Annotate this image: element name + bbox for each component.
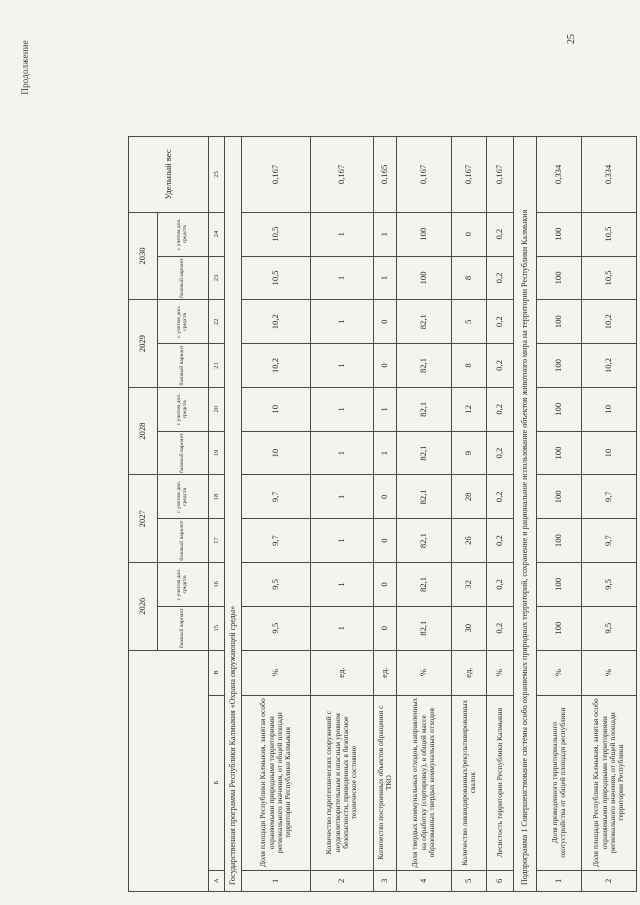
value-cell: 9,5 (242, 563, 311, 607)
column-number: 15 (209, 606, 225, 650)
table-row (487, 137, 514, 892)
row-number: 1 (242, 870, 311, 891)
value-cell: 100 (537, 563, 582, 607)
value-cell: 82,1 (397, 563, 452, 607)
value-cell: 82,1 (397, 519, 452, 563)
weight-cell: 0,167 (311, 137, 374, 213)
table-row (374, 137, 397, 892)
column-number: 24 (209, 212, 225, 256)
value-cell: 0,2 (487, 344, 514, 388)
value-cell: 100 (397, 212, 452, 256)
table-row (582, 137, 637, 892)
value-cell: 12 (452, 387, 487, 431)
value-cell: 1 (374, 256, 397, 300)
column-number: 23 (209, 256, 225, 300)
value-cell: 8 (452, 344, 487, 388)
base-variant-header: базовый вариант (158, 256, 209, 300)
weight-cell: 0,167 (452, 137, 487, 213)
value-cell: 1 (311, 606, 374, 650)
value-cell: 100 (537, 344, 582, 388)
section-state-program-title: Государственная программа Республики Калмыкия «Охрана окружающей среды» (225, 137, 242, 892)
value-cell: 10,5 (582, 256, 637, 300)
section-subprogram-1 (514, 137, 537, 892)
column-number: 21 (209, 344, 225, 388)
table-row (452, 137, 487, 892)
indicator-name: Количество ликвидированных/рекультивированных свалок (452, 695, 487, 870)
rotated-table-container (128, 136, 626, 892)
value-cell: 0 (374, 606, 397, 650)
value-cell: 100 (537, 606, 582, 650)
base-variant-header: базовый вариант (158, 606, 209, 650)
value-cell: 0,2 (487, 563, 514, 607)
column-number: 19 (209, 431, 225, 475)
value-cell: 0 (374, 300, 397, 344)
value-cell: 100 (537, 256, 582, 300)
table-row (311, 137, 374, 892)
value-cell: 9 (452, 431, 487, 475)
indicator-name: Доля проведенного территориального охотустройства от общей площади республики (537, 695, 582, 870)
value-cell: 1 (311, 212, 374, 256)
value-cell: 9,7 (242, 475, 311, 519)
unit-cell: % (242, 650, 311, 695)
column-number: 22 (209, 300, 225, 344)
value-cell: 9,7 (582, 475, 637, 519)
value-cell: 100 (537, 300, 582, 344)
base-variant-header: базовый вариант (158, 519, 209, 563)
value-cell: 0 (374, 344, 397, 388)
value-cell: 10,2 (242, 300, 311, 344)
value-cell: 82,1 (397, 387, 452, 431)
extra-funds-header: с учетом доп. средств (158, 212, 209, 256)
unit-cell: % (397, 650, 452, 695)
value-cell: 10,5 (242, 212, 311, 256)
year-header: 2028 (129, 387, 158, 475)
value-cell: 82,1 (397, 475, 452, 519)
column-number: 20 (209, 387, 225, 431)
year-header: 2026 (129, 563, 158, 651)
row-number: 1 (537, 870, 582, 891)
value-cell: 1 (311, 387, 374, 431)
value-cell: 9,5 (582, 606, 637, 650)
indicator-name: Доля площади Республики Калмыкия, занятая особо охраняемыми природными территориями регионального значения, от общей площади территории Республики (582, 695, 637, 870)
value-cell: 1 (374, 212, 397, 256)
value-cell: 26 (452, 519, 487, 563)
value-cell: 28 (452, 475, 487, 519)
value-cell: 100 (537, 387, 582, 431)
row-number: 4 (397, 870, 452, 891)
value-cell: 1 (311, 431, 374, 475)
unit-cell: ед. (374, 650, 397, 695)
year-header: 2029 (129, 300, 158, 388)
row-number: 2 (582, 870, 637, 891)
year-header: 2027 (129, 475, 158, 563)
indicator-name: Доля площади Республики Калмыкия, занятая особо охраняемыми природными территориями регионального значения, от общей площади территории Республики Калмыкия (242, 695, 311, 870)
unit-cell: ед. (452, 650, 487, 695)
value-cell: 10,5 (582, 212, 637, 256)
weight-cell: 0,165 (374, 137, 397, 213)
value-cell: 100 (537, 212, 582, 256)
value-cell: 0,2 (487, 300, 514, 344)
unit-cell: % (537, 650, 582, 695)
unit-cell: % (487, 650, 514, 695)
weight-cell: 0,334 (582, 137, 637, 213)
value-cell: 10 (582, 387, 637, 431)
base-variant-header: базовый вариант (158, 344, 209, 388)
base-variant-header: базовый вариант (158, 431, 209, 475)
extra-funds-header: с учетом доп. средств (158, 300, 209, 344)
value-cell: 0 (452, 212, 487, 256)
header-row-years (129, 137, 158, 892)
corner-cell (129, 650, 209, 891)
section-state-program (225, 137, 242, 892)
value-cell: 0 (374, 475, 397, 519)
value-cell: 32 (452, 563, 487, 607)
table-row (397, 137, 452, 892)
value-cell: 9,7 (582, 519, 637, 563)
value-cell: 1 (311, 256, 374, 300)
value-cell: 5 (452, 300, 487, 344)
row-number: 3 (374, 870, 397, 891)
value-cell: 100 (537, 475, 582, 519)
indicators-table (128, 136, 637, 892)
value-cell: 0,2 (487, 387, 514, 431)
column-letter: В (209, 650, 225, 695)
column-number: 18 (209, 475, 225, 519)
value-cell: 82,1 (397, 300, 452, 344)
value-cell: 0,2 (487, 519, 514, 563)
value-cell: 1 (311, 300, 374, 344)
weight-header: Удельный вес (129, 137, 209, 213)
year-header: 2030 (129, 212, 158, 300)
value-cell: 9,5 (242, 606, 311, 650)
unit-cell: % (582, 650, 637, 695)
value-cell: 0,2 (487, 431, 514, 475)
table-row (537, 137, 582, 892)
weight-cell: 0,334 (537, 137, 582, 213)
indicator-name: Лесистость территории Республики Калмыкия (487, 695, 514, 870)
value-cell: 10 (242, 431, 311, 475)
value-cell: 82,1 (397, 431, 452, 475)
column-number: 16 (209, 563, 225, 607)
value-cell: 10,2 (242, 344, 311, 388)
value-cell: 9,5 (582, 563, 637, 607)
row-number: 5 (452, 870, 487, 891)
value-cell: 0,2 (487, 475, 514, 519)
value-cell: 9,7 (242, 519, 311, 563)
column-letter: Б (209, 695, 225, 870)
section-subprogram-1-title: Подпрограмма 1 Совершенствование системы особо охраняемых природных территорий, сохранение и рациональное использование объектов животного мира на территории Республики Калмыкия (514, 137, 537, 892)
table-row (242, 137, 311, 892)
weight-cell: 0,167 (487, 137, 514, 213)
value-cell: 82,1 (397, 606, 452, 650)
value-cell: 0,2 (487, 606, 514, 650)
indicator-name: Доля твердых коммунальных отходов, направленных на обработку (сортировку), в общей массе образованных твердых коммунальных отходов (397, 695, 452, 870)
value-cell: 10 (242, 387, 311, 431)
value-cell: 100 (397, 256, 452, 300)
value-cell: 1 (311, 475, 374, 519)
value-cell: 1 (311, 563, 374, 607)
column-number: 17 (209, 519, 225, 563)
indicator-name: Количество гидротехнических сооружений с неудовлетворительным и опасным уровнем безопасности, приведенных в безопасное техническое состояние (311, 695, 374, 870)
row-number: 2 (311, 870, 374, 891)
value-cell: 10,2 (582, 344, 637, 388)
weight-cell: 0,167 (397, 137, 452, 213)
value-cell: 100 (537, 519, 582, 563)
value-cell: 0 (374, 563, 397, 607)
unit-cell: ед. (311, 650, 374, 695)
value-cell: 1 (311, 344, 374, 388)
value-cell: 8 (452, 256, 487, 300)
extra-funds-header: с учетом доп. средств (158, 563, 209, 607)
value-cell: 1 (311, 519, 374, 563)
weight-cell: 0,167 (242, 137, 311, 213)
value-cell: 0,2 (487, 256, 514, 300)
extra-funds-header: с учетом доп. средств (158, 475, 209, 519)
value-cell: 1 (374, 387, 397, 431)
column-number: 25 (209, 137, 225, 213)
page-number: 25 (566, 34, 577, 44)
value-cell: 10,2 (582, 300, 637, 344)
value-cell: 10,5 (242, 256, 311, 300)
column-letter: А (209, 870, 225, 891)
value-cell: 82,1 (397, 344, 452, 388)
indicator-name: Количество построенных объектов обращения с ТКО (374, 695, 397, 870)
extra-funds-header: с учетом доп. средств (158, 387, 209, 431)
value-cell: 0 (374, 519, 397, 563)
value-cell: 100 (537, 431, 582, 475)
page-header: Продолжение (20, 40, 30, 95)
value-cell: 30 (452, 606, 487, 650)
value-cell: 1 (374, 431, 397, 475)
value-cell: 0,2 (487, 212, 514, 256)
value-cell: 10 (582, 431, 637, 475)
row-number: 6 (487, 870, 514, 891)
header-row-numbers (209, 137, 225, 892)
